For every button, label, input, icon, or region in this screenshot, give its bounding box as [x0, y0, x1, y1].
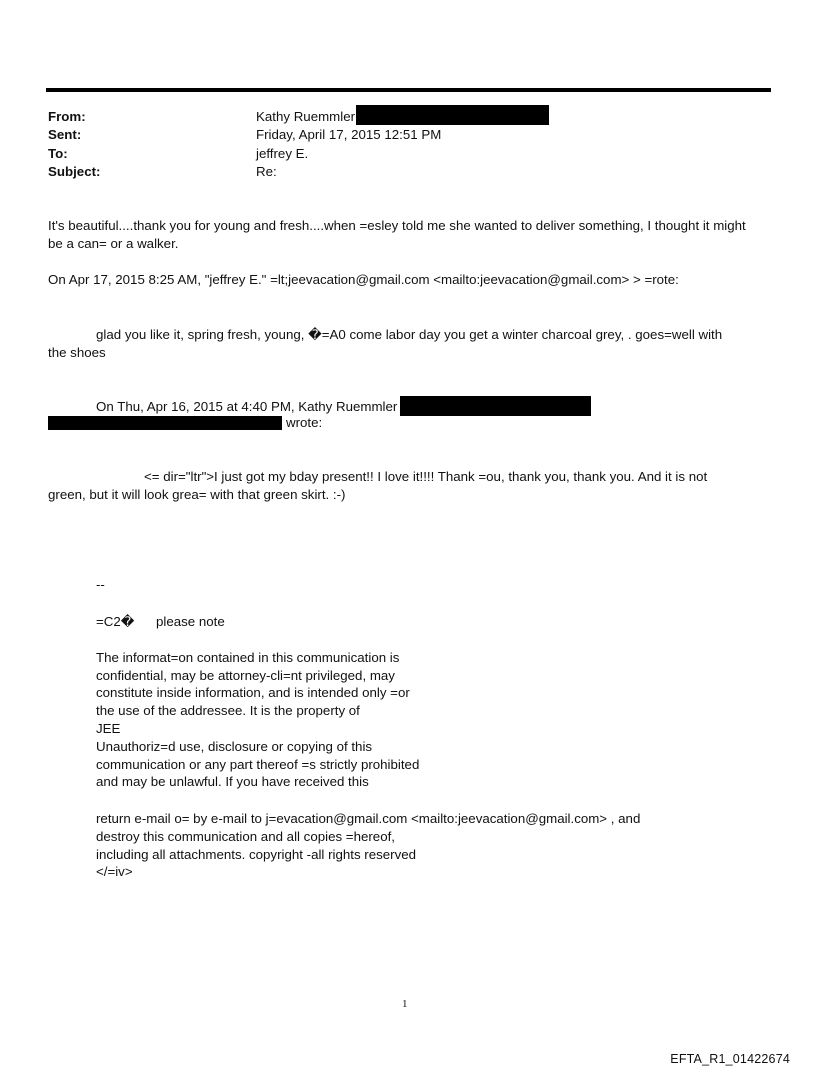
subject-value: Re:: [256, 164, 277, 179]
redaction-block: [356, 105, 549, 125]
disclaimer-line: the use of the addressee. It is the property of: [96, 703, 360, 718]
disclaimer-line: destroy this communication and all copies =hereof,: [96, 829, 395, 844]
from-label: From:: [48, 109, 86, 124]
redaction-block: [400, 396, 591, 416]
sent-value: Friday, April 17, 2015 12:51 PM: [256, 127, 442, 142]
reply-line-1: It's beautiful....thank you for young and fresh....when =esley told me she wanted to deliver something, I thought it might: [48, 218, 746, 233]
disclaimer-line: JEE: [96, 721, 121, 736]
disclaimer-line: including all attachments. copyright -all rights reserved: [96, 847, 417, 862]
jeffrey-line-1: glad you like it, spring fresh, young, �=A0 come labor day you get a winter charcoal grey, . goes=well with: [96, 327, 723, 342]
from-value: Kathy Ruemmler: [256, 109, 356, 124]
disclaimer-line: and may be unlawful. If you have received this: [96, 774, 369, 789]
sent-label: Sent:: [48, 127, 82, 142]
document-id: EFTA_R1_01422674: [670, 1052, 790, 1066]
to-label: To:: [48, 146, 68, 161]
disclaimer-line: Unauthoriz=d use, disclosure or copying of this: [96, 739, 373, 754]
subject-label: Subject:: [48, 164, 101, 179]
kathy-line-2: green, but it will look grea= with that green skirt. :-): [48, 487, 346, 502]
to-value: jeffrey E.: [256, 146, 309, 161]
quote-header-1: On Apr 17, 2015 8:25 AM, "jeffrey E." =lt;jeevacation@gmail.com <mailto:jeevacation@gmail.com> > =rote:: [48, 272, 679, 287]
disclaimer-line: communication or any part thereof =s strictly prohibited: [96, 757, 420, 772]
header-rule: [46, 88, 771, 92]
redaction-block: [48, 416, 282, 430]
disclaimer-line: </=iv>: [96, 864, 133, 879]
quote-header-2: On Thu, Apr 16, 2015 at 4:40 PM, Kathy Ruemmler: [96, 399, 398, 414]
kathy-line-1: <= dir="ltr">I just got my bday present!! I love it!!!! Thank =ou, thank you, thank you. And it is not: [144, 469, 708, 484]
disclaimer-line: confidential, may be attorney-cli=nt privileged, may: [96, 668, 395, 683]
signature-dashes: --: [96, 577, 105, 592]
disclaimer-line: The informat=on contained in this communication is: [96, 650, 400, 665]
reply-line-2: be a can= or a walker.: [48, 236, 179, 251]
disclaimer-line: return e-mail o= by e-mail to j=evacation@gmail.com <mailto:jeevacation@gmail.com> , and: [96, 811, 641, 826]
page-number: 1: [402, 998, 408, 1010]
note-prefix: =C2�: [96, 614, 135, 629]
jeffrey-line-2: the shoes: [48, 345, 106, 360]
quote-header-2-wrote: wrote:: [286, 415, 323, 430]
disclaimer-line: constitute inside information, and is intended only =or: [96, 685, 410, 700]
note-text: please note: [156, 614, 225, 629]
